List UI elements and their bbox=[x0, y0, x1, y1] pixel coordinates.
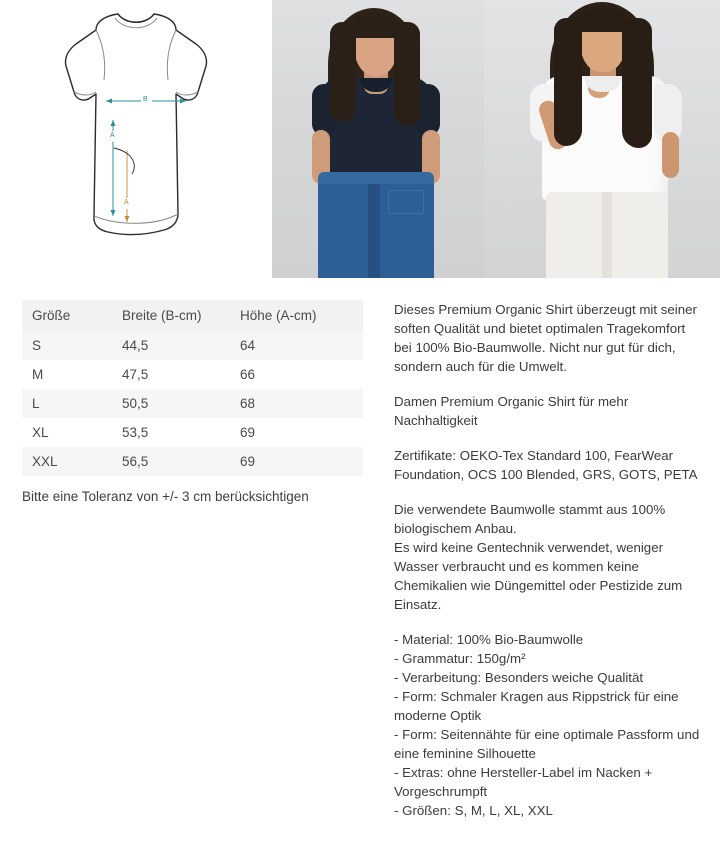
cell-height: 69 bbox=[230, 447, 363, 476]
feature-list bbox=[394, 630, 702, 820]
model-jeans-shadow bbox=[368, 172, 380, 278]
model-photo-navy-shirt bbox=[272, 0, 484, 278]
dimension-label-width: B bbox=[143, 96, 148, 103]
list-item: - Form: Seitennähte für eine optimale Passform und eine feminine Silhouette bbox=[394, 727, 700, 761]
column-header-size: Größe bbox=[22, 300, 112, 331]
model-hair-right bbox=[394, 22, 420, 126]
list-item: - Form: Schmaler Kragen aus Rippstrick für eine moderne Optik bbox=[394, 689, 679, 723]
description-intro: Dieses Premium Organic Shirt überzeugt mit seiner soften Qualität und bietet optimalen Tragekomfort bei 100% Bio-Baumwolle. Nicht nur gut für dich, sondern auch für die Umwelt. bbox=[394, 302, 697, 374]
cell-width: 56,5 bbox=[112, 447, 230, 476]
list-item: - Extras: ohne Hersteller-Label im Nacken + Vorgeschrumpft bbox=[394, 765, 653, 799]
table-row bbox=[22, 447, 363, 476]
cell-size: XXL bbox=[22, 447, 112, 476]
column-header-width: Breite (B-cm) bbox=[112, 300, 230, 331]
cell-size: XL bbox=[22, 418, 112, 447]
table-row bbox=[22, 331, 363, 360]
table-row bbox=[22, 389, 363, 418]
cell-width: 44,5 bbox=[112, 331, 230, 360]
cell-height: 69 bbox=[230, 418, 363, 447]
cell-height: 68 bbox=[230, 389, 363, 418]
model-jeans-pocket bbox=[388, 190, 424, 214]
dimension-label-height-secondary: A bbox=[124, 199, 129, 206]
cell-height: 64 bbox=[230, 331, 363, 360]
model-hair-left bbox=[330, 22, 356, 122]
list-item: - Verarbeitung: Besonders weiche Qualität bbox=[394, 670, 644, 685]
description-tagline: Damen Premium Organic Shirt für mehr Nachhaltigkeit bbox=[394, 394, 629, 428]
column-header-height: Höhe (A-cm) bbox=[230, 300, 363, 331]
cell-size: L bbox=[22, 389, 112, 418]
content-row bbox=[0, 278, 720, 820]
cell-height: 66 bbox=[230, 360, 363, 389]
size-table-section bbox=[0, 278, 380, 820]
model-photo-white-shirt bbox=[484, 0, 720, 278]
cell-size: S bbox=[22, 331, 112, 360]
size-table bbox=[22, 300, 363, 476]
list-item: - Material: 100% Bio-Baumwolle bbox=[394, 632, 584, 647]
description-cotton-origin: Die verwendete Baumwolle stammt aus 100% biologischem Anbau. bbox=[394, 502, 666, 536]
cell-size: M bbox=[22, 360, 112, 389]
product-description bbox=[380, 278, 720, 820]
image-row bbox=[0, 0, 720, 278]
cell-width: 47,5 bbox=[112, 360, 230, 389]
table-row bbox=[22, 360, 363, 389]
table-header-row bbox=[22, 300, 363, 331]
dimension-label-height: A bbox=[110, 132, 115, 139]
list-item: - Grammatur: 150g/m² bbox=[394, 651, 526, 666]
description-certificates: Zertifikate: OEKO-Tex Standard 100, FearWear Foundation, OCS 100 Blended, GRS, GOTS, PETA bbox=[394, 448, 698, 482]
list-item: - Größen: S, M, L, XL, XXL bbox=[394, 803, 553, 818]
table-row bbox=[22, 418, 363, 447]
tolerance-note: Bitte eine Toleranz von +/- 3 cm berücksichtigen bbox=[22, 489, 309, 504]
shirt-technical-drawing bbox=[0, 0, 272, 278]
cell-width: 53,5 bbox=[112, 418, 230, 447]
model-arm-right bbox=[662, 132, 679, 178]
description-cotton-details: Es wird keine Gentechnik verwendet, weniger Wasser verbraucht und es kommen keine Chemikalien wie Düngemittel oder Pestizide zum Einsatz. bbox=[394, 540, 683, 612]
model-trousers-shadow bbox=[602, 192, 612, 278]
tshirt-outline-icon bbox=[0, 0, 272, 278]
model-jeans-waistband bbox=[318, 172, 434, 184]
cell-width: 50,5 bbox=[112, 389, 230, 418]
model-hair-right bbox=[622, 18, 652, 148]
model-hair-left bbox=[554, 18, 582, 146]
